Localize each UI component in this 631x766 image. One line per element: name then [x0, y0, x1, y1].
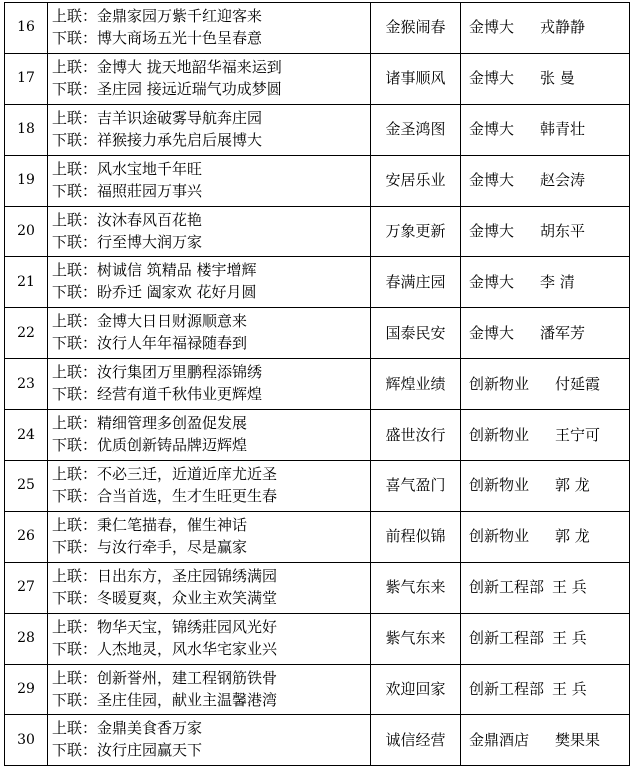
horizontal-scroll-text: 辉煌业绩 — [371, 359, 461, 410]
author-name: 王 兵 — [552, 629, 587, 648]
author-cell — [461, 257, 630, 308]
table-row — [5, 359, 630, 410]
author-name: 韩青壮 — [540, 120, 586, 139]
author-unit: 创新物业 — [469, 476, 530, 495]
lower-couplet: 下联：与汝行牵手，尽是赢家 — [52, 537, 248, 556]
author-cell — [461, 562, 630, 613]
upper-couplet: 上联：秉仁笔描春，催生神话 — [52, 515, 248, 534]
lower-couplet: 下联：博大商场五光十色呈春意 — [52, 28, 263, 47]
couplet-cell — [48, 461, 371, 512]
author-unit: 创新物业 — [469, 374, 530, 393]
table-row — [5, 308, 630, 359]
upper-couplet: 上联：金博大日日财源顺意来 — [52, 312, 248, 331]
upper-couplet: 上联：不必三迁，近道近庠尤近圣 — [52, 464, 278, 483]
upper-couplet: 上联：吉羊识途破雾导航奔庄园 — [52, 108, 263, 127]
author-name: 王宁可 — [555, 425, 601, 444]
upper-couplet: 上联：金鼎家园万紫千红迎客来 — [52, 6, 263, 25]
table-row — [5, 511, 630, 562]
row-number: 26 — [5, 511, 48, 562]
table-row — [5, 3, 630, 54]
table-row — [5, 104, 630, 155]
table-row — [5, 664, 630, 715]
author-unit: 金博大 — [469, 272, 515, 291]
author-name: 王 兵 — [552, 578, 587, 597]
horizontal-scroll-text: 国泰民安 — [371, 308, 461, 359]
author-unit: 创新工程部 — [469, 680, 545, 699]
author-name: 郭 龙 — [555, 527, 590, 546]
table-row — [5, 562, 630, 613]
table-row — [5, 53, 630, 104]
couplet-table — [4, 2, 630, 766]
author-name: 付延霞 — [555, 374, 601, 393]
author-cell — [461, 104, 630, 155]
author-cell — [461, 3, 630, 54]
upper-couplet: 上联：风水宝地千年旺 — [52, 159, 203, 178]
horizontal-scroll-text: 喜气盈门 — [371, 461, 461, 512]
couplet-cell — [48, 206, 371, 257]
horizontal-scroll-text: 诚信经营 — [371, 715, 461, 766]
lower-couplet: 下联：盼乔迁 阖家欢 花好月圆 — [52, 283, 257, 302]
row-number: 16 — [5, 3, 48, 54]
row-number: 20 — [5, 206, 48, 257]
couplet-cell — [48, 257, 371, 308]
row-number: 30 — [5, 715, 48, 766]
author-name: 王 兵 — [552, 680, 587, 699]
couplet-cell — [48, 155, 371, 206]
author-cell — [461, 461, 630, 512]
lower-couplet: 下联：优质创新铸品牌迈辉煌 — [52, 436, 248, 455]
upper-couplet: 上联：金鼎美食香万家 — [52, 719, 203, 738]
author-cell — [461, 308, 630, 359]
couplet-cell — [48, 613, 371, 664]
couplet-cell — [48, 562, 371, 613]
author-cell — [461, 155, 630, 206]
author-cell — [461, 359, 630, 410]
author-name: 潘军芳 — [540, 323, 586, 342]
author-cell — [461, 53, 630, 104]
row-number: 22 — [5, 308, 48, 359]
lower-couplet: 下联：经营有道千秋伟业更辉煌 — [52, 385, 263, 404]
table-body — [5, 3, 630, 766]
horizontal-scroll-text: 紫气东来 — [371, 562, 461, 613]
upper-couplet: 上联：物华天宝，锦绣莊园风光好 — [52, 617, 278, 636]
author-unit: 金博大 — [469, 69, 515, 88]
upper-couplet: 上联：汝行集团万里鹏程添锦绣 — [52, 363, 263, 382]
author-name: 戎静静 — [540, 18, 586, 37]
row-number: 27 — [5, 562, 48, 613]
couplet-cell — [48, 715, 371, 766]
author-cell — [461, 206, 630, 257]
author-unit: 金博大 — [469, 171, 515, 190]
couplet-cell — [48, 53, 371, 104]
author-cell — [461, 613, 630, 664]
horizontal-scroll-text: 金猴闹春 — [371, 3, 461, 54]
row-number: 18 — [5, 104, 48, 155]
author-unit: 金博大 — [469, 323, 515, 342]
horizontal-scroll-text: 紫气东来 — [371, 613, 461, 664]
author-unit: 金博大 — [469, 222, 515, 240]
couplet-cell — [48, 511, 371, 562]
lower-couplet: 下联：圣庄园 接远近瑞气功成梦圆 — [52, 79, 282, 98]
couplet-cell — [48, 664, 371, 715]
author-cell — [461, 410, 630, 461]
upper-couplet: 上联：精细管理多创盈促发展 — [52, 414, 248, 433]
table-row — [5, 257, 630, 308]
horizontal-scroll-text: 诸事顺风 — [371, 53, 461, 104]
author-unit: 金博大 — [469, 120, 515, 139]
author-unit: 创新工程部 — [469, 578, 545, 597]
couplet-cell — [48, 359, 371, 410]
row-number: 24 — [5, 410, 48, 461]
author-name: 张 曼 — [540, 69, 575, 88]
row-number: 21 — [5, 257, 48, 308]
couplet-cell — [48, 308, 371, 359]
lower-couplet: 下联：冬暖夏爽，众业主欢笑满堂 — [52, 588, 278, 607]
lower-couplet: 下联：汝行庄园赢天下 — [52, 741, 203, 760]
horizontal-scroll-text: 万象更新 — [371, 206, 461, 257]
author-name: 胡东平 — [540, 222, 586, 240]
horizontal-scroll-text: 金圣鸿图 — [371, 104, 461, 155]
author-unit: 创新物业 — [469, 527, 530, 546]
upper-couplet: 上联：汝沐春风百花艳 — [52, 210, 203, 229]
row-number: 23 — [5, 359, 48, 410]
lower-couplet: 下联：福照莊园万事兴 — [52, 181, 203, 200]
author-unit: 创新物业 — [469, 425, 530, 444]
table-row — [5, 206, 630, 257]
author-name: 李 清 — [540, 272, 575, 291]
table-row — [5, 155, 630, 206]
lower-couplet: 下联：人杰地灵，风水华宅家业兴 — [52, 639, 278, 658]
upper-couplet: 上联：创新誉州，建工程钢筋铁骨 — [52, 668, 278, 687]
author-unit: 金博大 — [469, 18, 515, 37]
horizontal-scroll-text: 盛世汝行 — [371, 410, 461, 461]
couplet-cell — [48, 410, 371, 461]
author-unit: 金鼎酒店 — [469, 730, 530, 749]
upper-couplet: 上联：金博大 拢天地韶华福来运到 — [52, 57, 282, 76]
author-cell — [461, 511, 630, 562]
couplet-cell — [48, 104, 371, 155]
lower-couplet: 下联：圣庄佳园，献业主温馨港湾 — [52, 690, 278, 709]
row-number: 19 — [5, 155, 48, 206]
horizontal-scroll-text: 安居乐业 — [371, 155, 461, 206]
author-cell — [461, 664, 630, 715]
lower-couplet: 下联：合当首选，生才生旺更生春 — [52, 486, 278, 505]
horizontal-scroll-text: 前程似锦 — [371, 511, 461, 562]
lower-couplet: 下联：行至博大润万家 — [52, 232, 203, 251]
couplet-cell — [48, 3, 371, 54]
author-name: 赵会涛 — [540, 171, 586, 190]
upper-couplet: 上联：日出东方，圣庄园锦绣满园 — [52, 566, 278, 585]
lower-couplet: 下联：汝行人年年福禄随春到 — [52, 334, 248, 353]
author-cell — [461, 715, 630, 766]
upper-couplet: 上联：树诚信 筑精品 楼宇增辉 — [52, 261, 257, 280]
table-row — [5, 613, 630, 664]
row-number: 17 — [5, 53, 48, 104]
horizontal-scroll-text: 春满庄园 — [371, 257, 461, 308]
table-row — [5, 715, 630, 766]
author-name: 樊果果 — [555, 730, 601, 749]
row-number: 29 — [5, 664, 48, 715]
horizontal-scroll-text: 欢迎回家 — [371, 664, 461, 715]
author-name: 郭 龙 — [555, 476, 590, 495]
lower-couplet: 下联：祥猴接力承先启后展博大 — [52, 130, 263, 149]
table-row — [5, 410, 630, 461]
row-number: 28 — [5, 613, 48, 664]
row-number: 25 — [5, 461, 48, 512]
author-unit: 创新工程部 — [469, 629, 545, 648]
table-row — [5, 461, 630, 512]
